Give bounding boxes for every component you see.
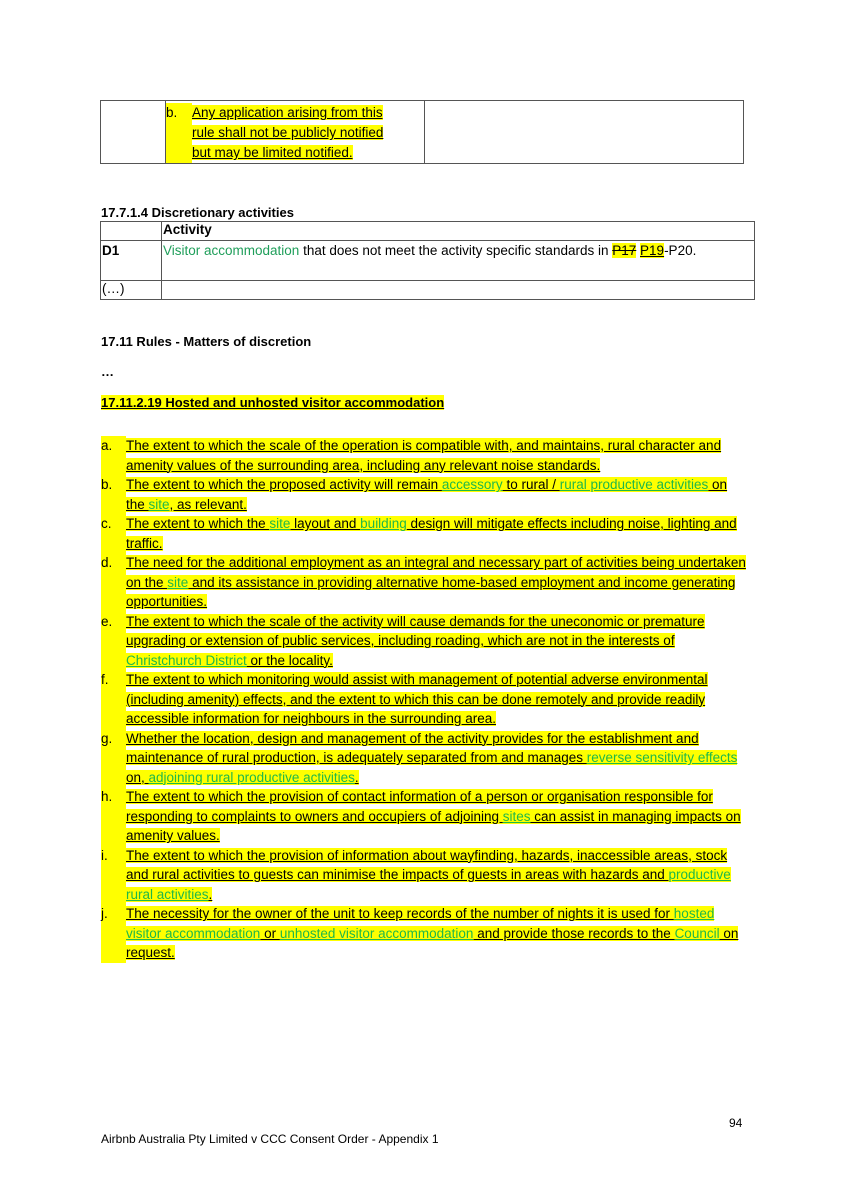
- list-marker: b.: [101, 475, 126, 514]
- table-header-empty: [101, 222, 162, 241]
- table-cell-empty: [425, 101, 744, 164]
- list-item: i. The extent to which the provision of information about wayfinding, hazards, inaccessible areas, stock and rural activities to guests can minimise the impacts of guests in areas with hazards and productive rural activities.: [101, 846, 746, 905]
- footer-caption: Airbnb Australia Pty Limited v CCC Consent Order - Appendix 1: [101, 1132, 439, 1146]
- ellipsis: …: [101, 364, 114, 379]
- table-cell-ellipsis: (…): [101, 281, 162, 300]
- matters-heading: 17.11 Rules - Matters of discretion: [101, 334, 312, 349]
- defined-term: Visitor accommodation: [163, 243, 300, 258]
- discretionary-heading: 17.7.1.4 Discretionary activities: [101, 205, 294, 220]
- list-marker: i.: [101, 846, 126, 905]
- inserted-text: P19: [640, 243, 665, 258]
- list-marker: e.: [101, 612, 126, 671]
- list-item: f. The extent to which monitoring would assist with management of potential adverse environmental (including amenity) effects, and the extent to which this can be done remotely and provide readily accessible information for neighbours in the surrounding area.: [101, 670, 746, 729]
- table-header-activity: Activity: [162, 222, 755, 241]
- list-item: e. The extent to which the scale of the activity will cause demands for the uneconomic or premature upgrading or extension of public services, including roading, which are not in the interests of Christchurch District or the locality.: [101, 612, 746, 671]
- list-item: c. The extent to which the site layout and building design will mitigate effects including noise, lighting and traffic.: [101, 514, 746, 553]
- matters-list: [101, 436, 746, 963]
- list-marker: d.: [101, 553, 126, 612]
- list-marker: c.: [101, 514, 126, 553]
- list-marker: h.: [101, 787, 126, 846]
- page-number: 94: [729, 1116, 743, 1130]
- list-marker: b.: [166, 103, 192, 163]
- list-item: g. Whether the location, design and management of the activity provides for the establishment and maintenance of rural production, is adequately separated from and manages reverse sensitivity effects on, adjoining rural productive activities.: [101, 729, 746, 788]
- section-heading: 17.11.2.19 Hosted and unhosted visitor accommodation: [101, 395, 445, 410]
- discretionary-table: [100, 221, 755, 300]
- table-cell-empty: [162, 281, 755, 300]
- rule-text: Any application arising from this rule shall not be publicly notified but may be limited notified.: [192, 105, 384, 160]
- list-item: a. The extent to which the scale of the operation is compatible with, and maintains, rural character and amenity values of the surrounding area, including any relevant noise standards.: [101, 436, 746, 475]
- table-cell-code: D1: [101, 241, 162, 281]
- list-item: d. The need for the additional employment as an integral and necessary part of activities being undertaken on the site and its assistance in providing alternative home-based employment and income generating opportunities.: [101, 553, 746, 612]
- list-marker: a.: [101, 436, 126, 475]
- table-cell-rule: [166, 101, 425, 164]
- rule-table-fragment: [100, 100, 744, 164]
- list-marker: f.: [101, 670, 126, 729]
- list-item: b. The extent to which the proposed activity will remain accessory to rural / rural productive activities on the site, as relevant.: [101, 475, 746, 514]
- struck-text: P17: [612, 243, 637, 258]
- list-item: j. The necessity for the owner of the unit to keep records of the number of nights it is used for hosted visitor accommodation or unhosted visitor accommodation and provide those records to the Council on request.: [101, 904, 746, 963]
- table-cell-activity: Visitor accommodation that does not meet the activity specific standards in P17 P19-P20.: [162, 241, 755, 281]
- list-marker: j.: [101, 904, 126, 963]
- list-item: h. The extent to which the provision of contact information of a person or organisation responsible for responding to complaints to owners and occupiers of adjoining sites can assist in managing impacts on amenity values.: [101, 787, 746, 846]
- table-cell-empty: [101, 101, 166, 164]
- list-marker: g.: [101, 729, 126, 788]
